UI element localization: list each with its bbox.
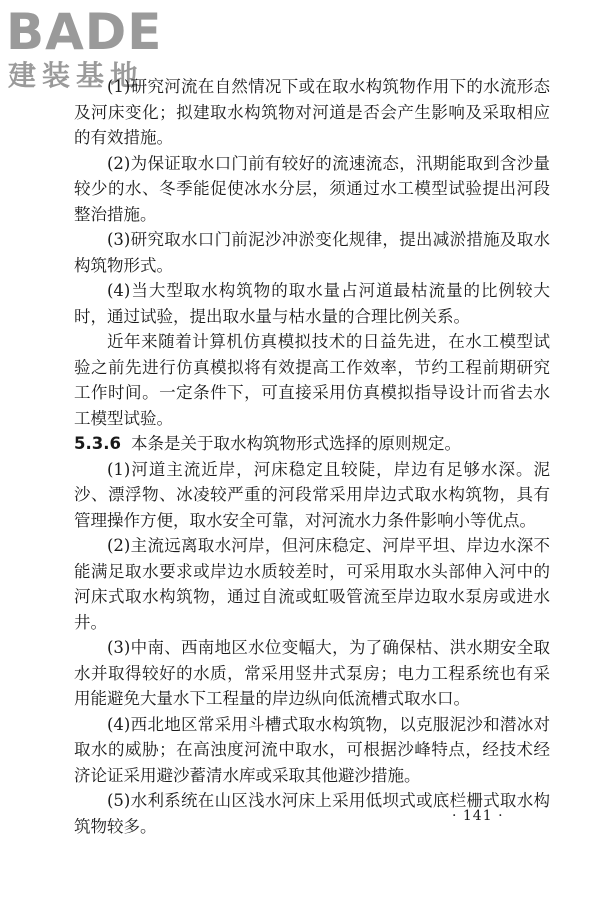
paragraph: (1)河道主流近岸，河床稳定且较陡，岸边有足够水深。泥沙、漂浮物、冰凌较严重的河段常采用岸边式取水构筑物，具有管理操作方便，取水安全可靠，对河流水力条件影响小等优点。 bbox=[74, 459, 550, 530]
watermark-chinese: 建装基地 bbox=[8, 59, 145, 92]
paragraph: (3)中南、西南地区水位变幅大，为了确保枯、洪水期安全取水并取得较好的水质，常采用竖井式泵房；电力工程系统也有采用能避免大量水下工程量的岸边纵向低流槽式取水口。 bbox=[74, 638, 550, 708]
section-heading bbox=[74, 431, 550, 457]
watermark-latin: BADE bbox=[6, 3, 163, 61]
paragraph: (5)水利系统在山区浅水河床上采用低坝式或底栏栅式取水构筑物较多。 bbox=[74, 791, 550, 836]
page-number: · 141 · bbox=[452, 808, 504, 824]
paragraph: (2)主流远离取水河岸，但河床稳定、河岸平坦、岸边水深不能满足取水要求或岸边水质较差时，可采用取水头部伸入河中的河床式取水构筑物，通过自流或虹吸管流至岸边取水泵房或进水井。 bbox=[74, 536, 550, 632]
section-text: 本条是关于取水构筑物形式选择的原则规定。 bbox=[130, 434, 461, 453]
paragraph: (4)当大型取水构筑物的取水量占河道最枯流量的比例较大时，通过试验，提出取水量与枯水量的合理比例关系。 bbox=[74, 281, 550, 326]
paragraph: (2)为保证取水口门前有较好的流速流态，汛期能取到含沙量较少的水、冬季能促使冰水分层，须通过水工模型试验提出河段整治措施。 bbox=[74, 153, 550, 224]
paragraph: (1)研究河流在自然情况下或在取水构筑物作用下的水流形态及河床变化；拟建取水构筑物对河道是否会产生影响及采取相应的有效措施。 bbox=[74, 77, 550, 147]
section-number: 5.3.6 bbox=[74, 434, 121, 453]
paragraph: (3)研究取水口门前泥沙冲淤变化规律，提出减淤措施及取水构筑物形式。 bbox=[74, 230, 550, 275]
paragraph: (4)西北地区常采用斗槽式取水构筑物，以克服泥沙和潜冰对取水的威胁；在高浊度河流中取水，可根据沙峰特点，经技术经济论证采用避沙蓄清水库或采取其他避沙措施。 bbox=[74, 714, 550, 785]
body-text bbox=[74, 74, 550, 839]
paragraph: 近年来随着计算机仿真模拟技术的日益先进，在水工模型试验之前先进行仿真模拟将有效提高工作效率，节约工程前期研究工作时间。一定条件下，可直接采用仿真模拟指导设计而省去水工模型试验。 bbox=[74, 332, 550, 428]
